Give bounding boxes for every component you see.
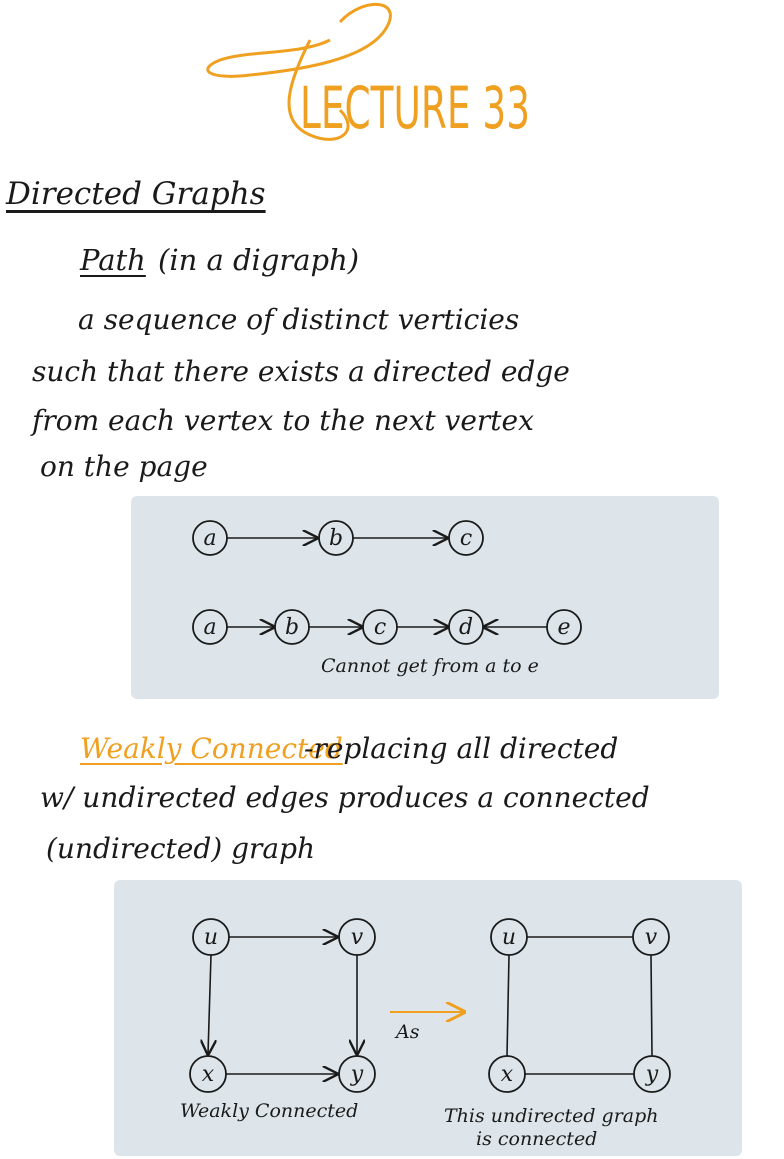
node-d [449,610,483,644]
edge-v-y [651,955,652,1056]
node-x [489,1056,525,1092]
node-y [339,1056,375,1092]
lecture-title-text: LECTURE 33 [300,74,530,142]
node-x [190,1056,226,1092]
transform-arrow-label: As [396,1021,420,1043]
weakly-connected-term: Weakly Connected [80,732,343,765]
section-heading: Directed Graphs [6,176,266,212]
svg-text:e: e [557,615,571,640]
path-qualifier: (in a digraph) [158,243,360,277]
path-definition-line: such that there exists a directed edge [32,355,570,388]
node-v [633,919,669,955]
svg-text:b: b [284,615,300,640]
weak-definition-line: (undirected) graph [46,832,316,865]
svg-text:a: a [203,526,217,551]
path-diagram-caption: Cannot get from a to e [321,655,539,677]
node-v [339,919,375,955]
node-y [634,1056,670,1092]
node-e [547,610,581,644]
node-u [193,919,229,955]
svg-text:c: c [373,615,387,640]
path-definition-line: from each vertex to the next vertex [32,404,534,437]
node-a [193,610,227,644]
svg-text:y: y [645,1062,659,1087]
right-diagram-caption: is connected [476,1128,598,1150]
svg-text:y: y [350,1062,364,1087]
lecture-title [190,0,550,150]
path-definition-line: on the page [40,450,208,483]
path-diagram [131,496,719,699]
svg-text:v: v [350,925,364,950]
svg-text:b: b [328,526,344,551]
svg-text:u: u [203,925,219,950]
edge-u-x [208,955,211,1054]
weakly-connected-diagram [114,880,742,1156]
weak-definition-line: w/ undirected edges produces a connected [40,781,650,814]
right-diagram-caption: This undirected graph [444,1105,659,1127]
left-diagram-caption: Weakly Connected [180,1100,359,1122]
node-c [363,610,397,644]
node-b [319,521,353,555]
svg-text:x: x [500,1062,514,1087]
svg-text:d: d [458,615,474,640]
edge-u-x [507,955,509,1056]
node-c [449,521,483,555]
node-b [275,610,309,644]
path-term: Path [80,243,146,277]
node-u [491,919,527,955]
node-a [193,521,227,555]
svg-text:x: x [201,1062,215,1087]
path-definition-line: a sequence of distinct verticies [78,303,520,336]
svg-text:u: u [501,925,517,950]
svg-text:a: a [203,615,217,640]
svg-text:v: v [644,925,658,950]
svg-text:c: c [459,526,473,551]
weak-definition-line: -replacing all directed [304,732,619,765]
